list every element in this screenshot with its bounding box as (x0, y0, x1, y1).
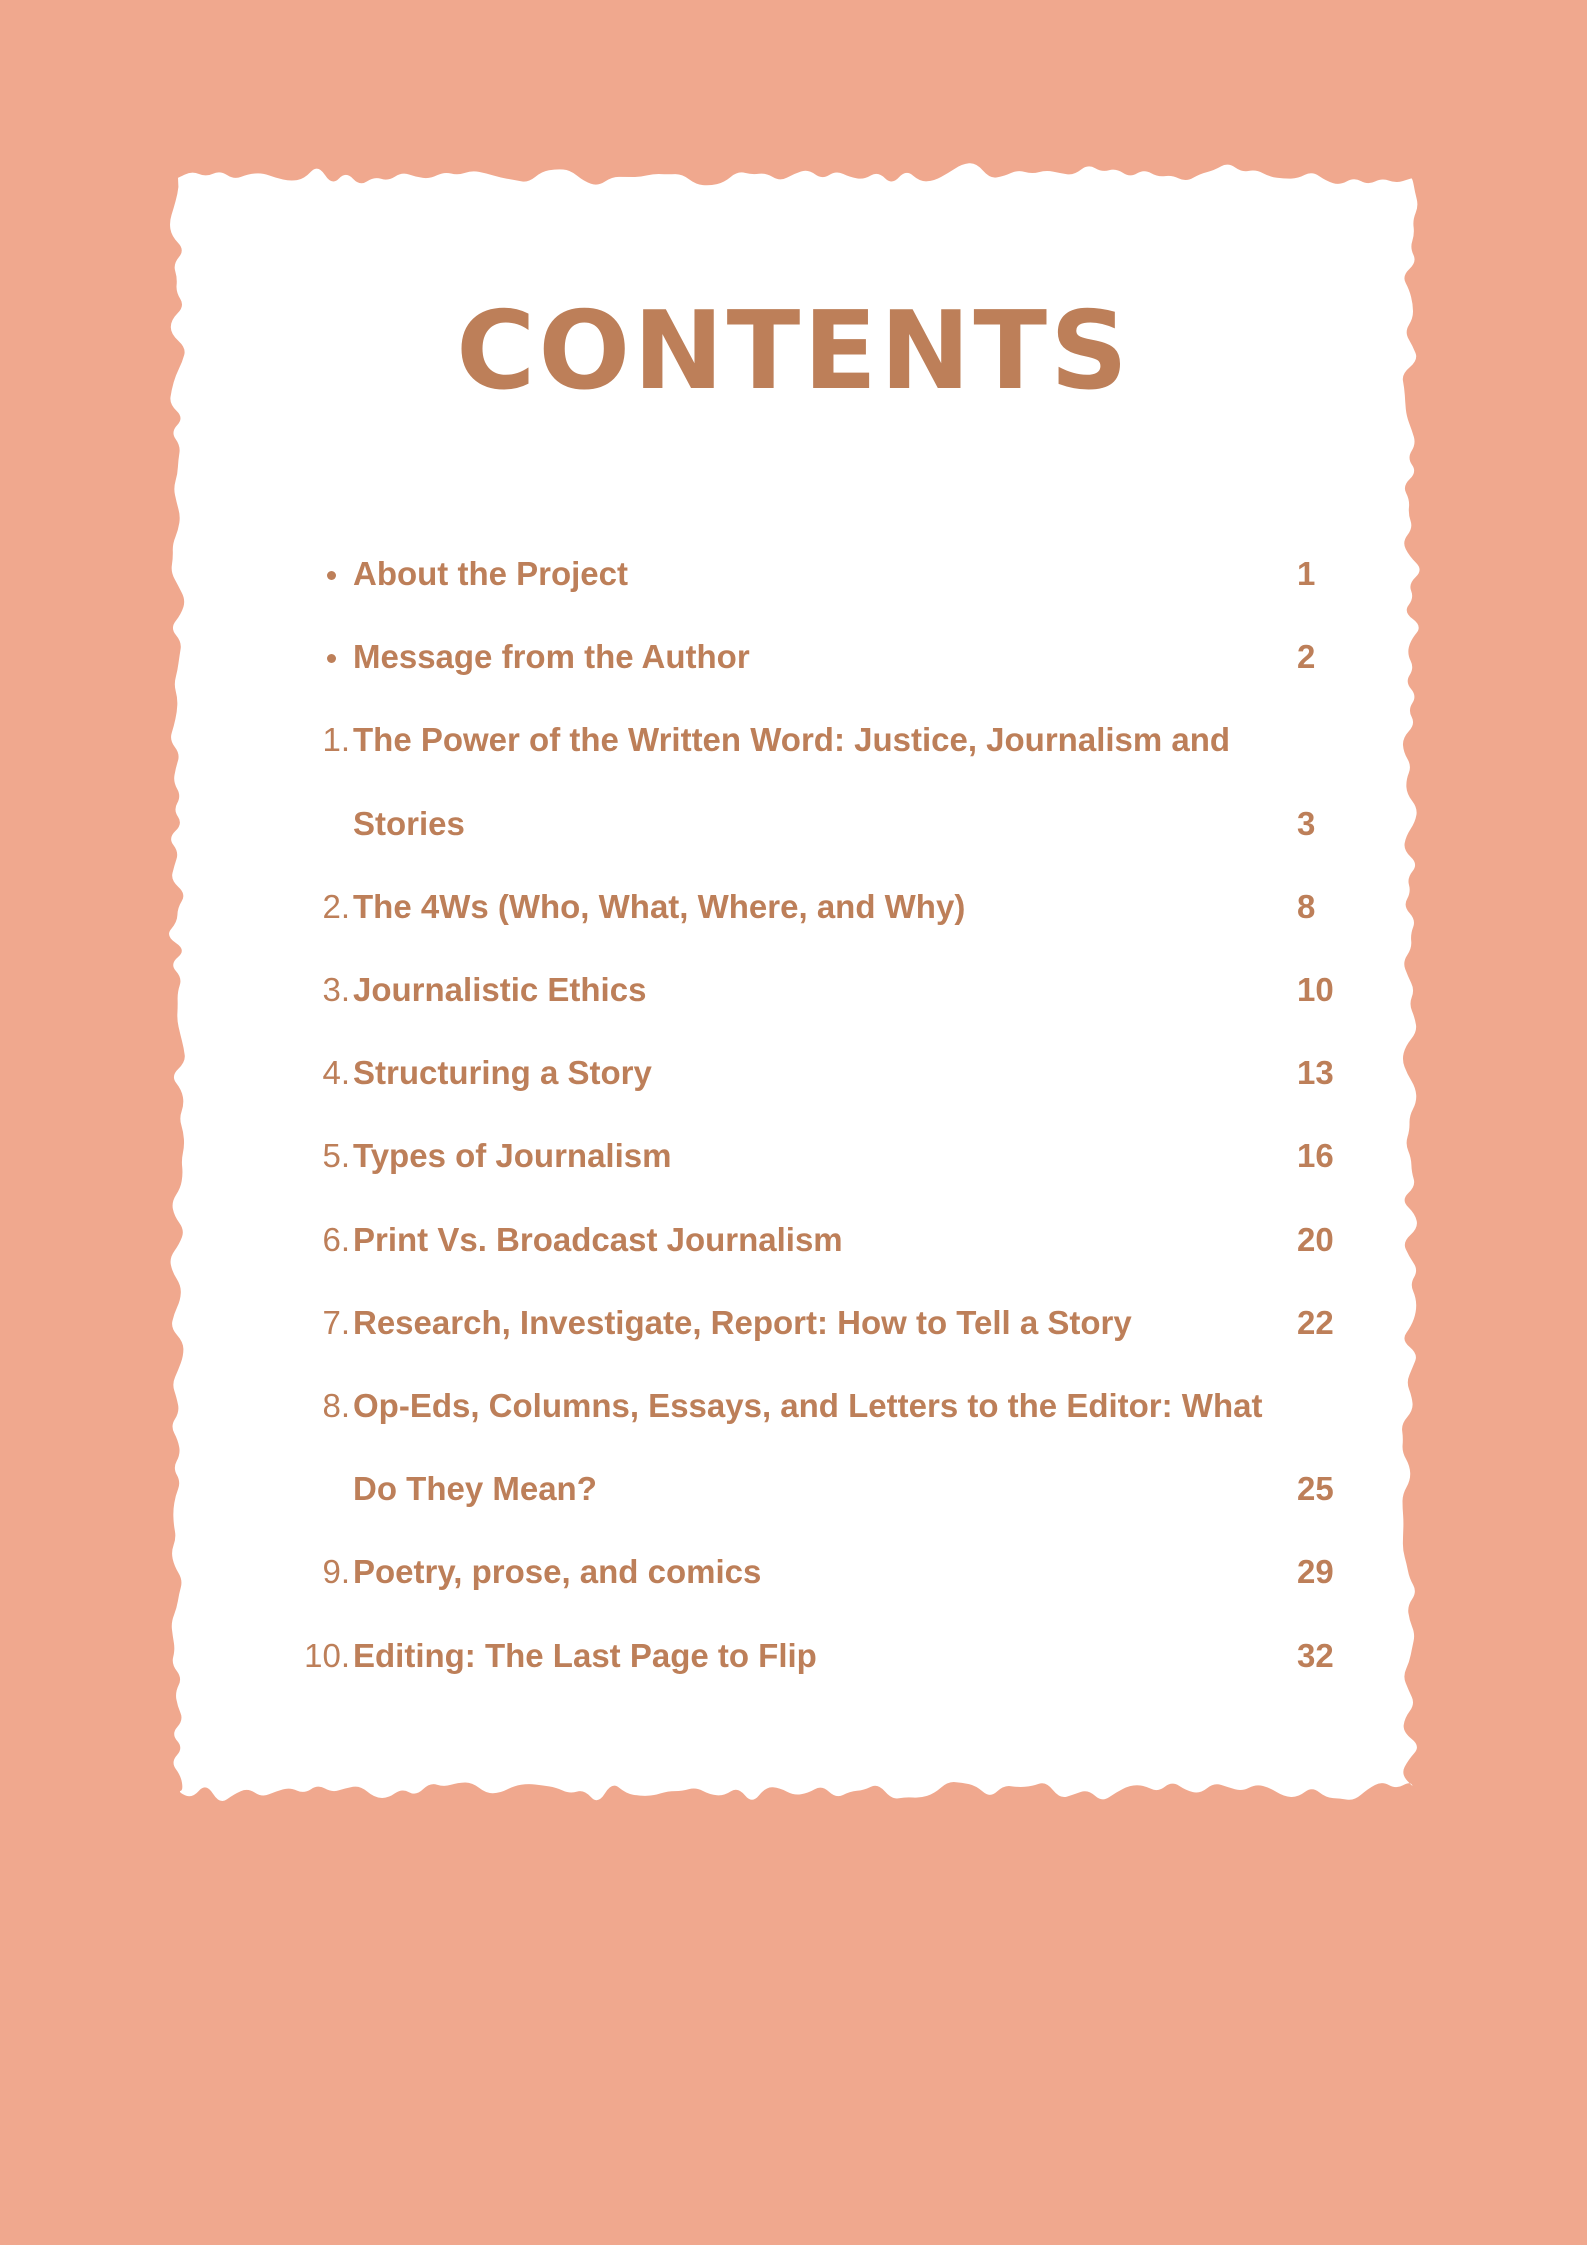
toc-entry-page: 13 (1297, 1054, 1334, 1092)
toc-entry-page: 10 (1297, 971, 1334, 1008)
toc-entry (0, 1043, 1587, 1103)
toc-entry (0, 1210, 1587, 1270)
toc-entry-number: 5. (322, 1137, 350, 1175)
toc-entry-title: Print Vs. Broadcast Journalism (353, 1220, 843, 1258)
toc-entry-page: 22 (1297, 1303, 1334, 1341)
toc-entry-continuation (0, 794, 1587, 854)
toc-entry (0, 1542, 1587, 1602)
toc-entry (0, 877, 1587, 937)
toc-entry-title: Stories (353, 804, 465, 842)
toc-entry-continuation (0, 1459, 1587, 1519)
toc-entry-title: Do They Mean? (353, 1470, 597, 1508)
toc-entry-number: 3. (322, 971, 350, 1008)
toc-entry-number: 6. (322, 1220, 350, 1258)
toc-entry-page: 32 (1297, 1636, 1334, 1674)
toc-entry-page: 1 (1297, 555, 1316, 592)
toc-entry-number: 9. (322, 1553, 350, 1591)
toc-entry-page: 29 (1297, 1553, 1334, 1591)
toc-entry-number: 10. (304, 1636, 350, 1674)
bullet-icon (327, 654, 336, 663)
toc-entry-title: Structuring a Story (353, 1054, 652, 1092)
toc-entry-page: 8 (1297, 887, 1316, 925)
toc-entry-number: 7. (322, 1303, 350, 1341)
toc-entry-title: About the Project (353, 555, 629, 592)
page-title: CONTENTS (456, 289, 1131, 414)
toc-entry-title: The Power of the Written Word: Justice, Journalism and (353, 721, 1231, 759)
bullet-icon (327, 571, 336, 580)
toc-entry-number: 4. (322, 1054, 350, 1092)
toc-entry (0, 710, 1587, 770)
toc-entry-page: 3 (1297, 804, 1316, 842)
toc-entry-title: Poetry, prose, and comics (353, 1553, 762, 1591)
toc-entry (0, 1293, 1587, 1353)
toc-entry-title: Types of Journalism (353, 1137, 672, 1175)
toc-entry-page: 25 (1297, 1470, 1334, 1508)
toc-entry-title: The 4Ws (Who, What, Where, and Why) (353, 887, 966, 925)
toc-entry-title: Message from the Author (353, 638, 750, 676)
toc-entry (0, 544, 1587, 604)
toc-entry (0, 1376, 1587, 1436)
toc-entry-number: 8. (322, 1387, 350, 1424)
toc-entry-title: Editing: The Last Page to Flip (353, 1636, 817, 1674)
toc-entry-page: 16 (1297, 1137, 1334, 1175)
toc-entry (0, 960, 1587, 1020)
toc-entry-title: Journalistic Ethics (353, 971, 647, 1008)
toc-entry-title: Op-Eds, Columns, Essays, and Letters to the Editor: What (353, 1387, 1263, 1424)
toc-entry-number: 1. (322, 721, 350, 759)
toc-entry (0, 627, 1587, 687)
toc-entry-page: 20 (1297, 1220, 1334, 1258)
toc-entry (0, 1626, 1587, 1686)
toc-entry-number: 2. (322, 887, 350, 925)
toc-entry (0, 1126, 1587, 1186)
toc-entry-page: 2 (1297, 638, 1316, 676)
toc-entry-title: Research, Investigate, Report: How to Tell a Story (353, 1303, 1132, 1341)
